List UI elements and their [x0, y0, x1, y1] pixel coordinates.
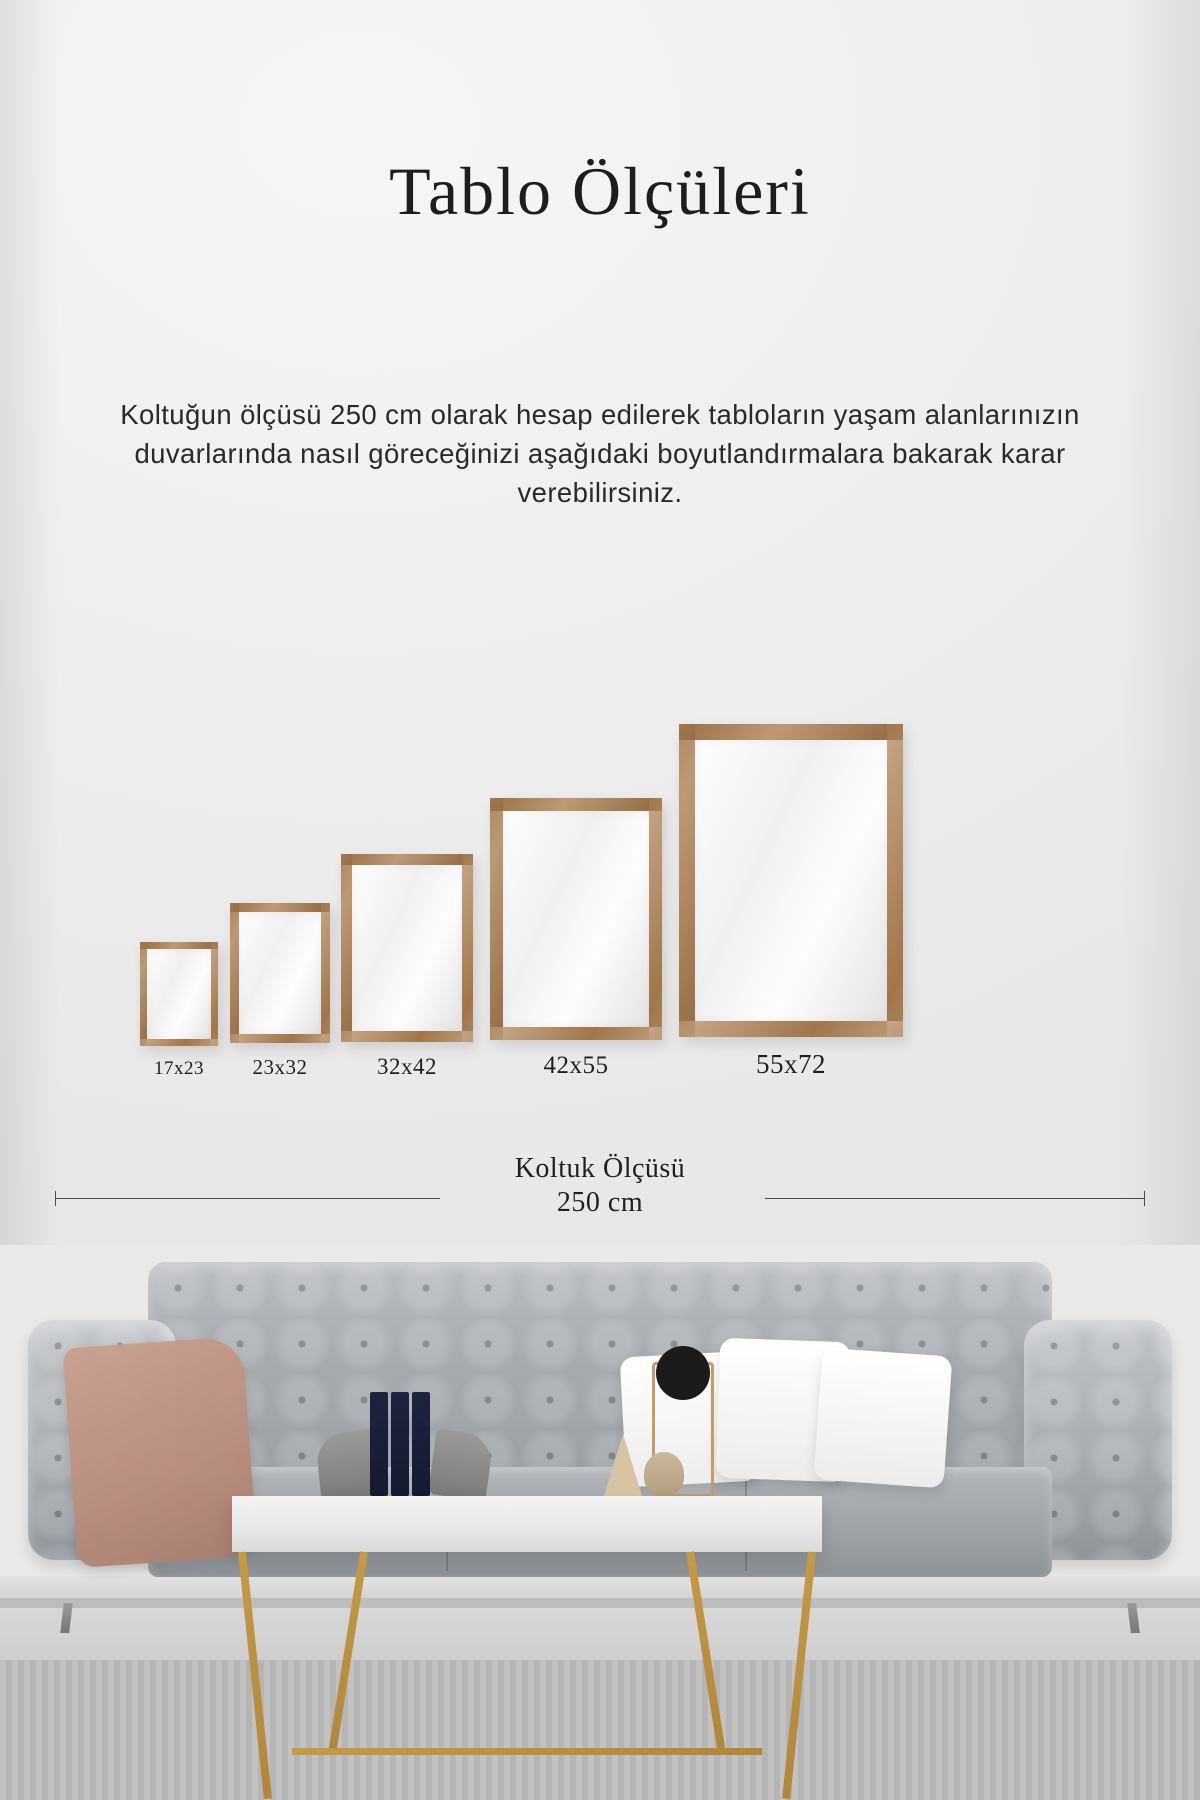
book: [370, 1392, 388, 1496]
sofa-measurement: [55, 1153, 1145, 1219]
book-stack: [370, 1392, 432, 1496]
book: [412, 1392, 430, 1496]
picture-frame: [679, 724, 903, 1037]
coffee-table-legs: [232, 1552, 822, 1800]
picture-frame: [140, 942, 218, 1046]
frame-artwork-area: [239, 912, 321, 1034]
frame-item-32x42: [341, 854, 473, 1080]
picture-frame: [490, 798, 662, 1040]
marble-coffee-table-top: [232, 1496, 822, 1552]
frame-label: 23x32: [252, 1055, 308, 1079]
frame-artwork-area: [695, 740, 887, 1021]
frame-artwork-area: [147, 949, 211, 1039]
frame-item-23x32: [230, 903, 330, 1080]
frame-label: 42x55: [543, 1052, 609, 1079]
table-leg: [686, 1551, 725, 1750]
table-leg-crossbar: [292, 1748, 762, 1755]
measurement-text: [55, 1152, 1145, 1220]
frame-size-comparison: [0, 660, 1200, 1080]
picture-frame: [341, 854, 473, 1042]
picture-frame: [230, 903, 330, 1043]
wood-knob-decor: [644, 1452, 684, 1496]
cone-decor: [604, 1434, 642, 1496]
page-title: Tablo Ölçüleri: [389, 153, 811, 229]
book: [391, 1392, 409, 1496]
measurement-value: 250 cm: [556, 1187, 644, 1219]
pillow: [814, 1348, 953, 1489]
frame-label: 32x42: [377, 1054, 437, 1079]
frame-item-42x55: [490, 798, 662, 1080]
table-leg: [329, 1551, 368, 1750]
frame-label: 17x23: [154, 1058, 204, 1079]
measurement-label: Koltuk Ölçüsü: [514, 1153, 686, 1184]
table-leg: [782, 1552, 816, 1799]
frame-artwork-area: [352, 865, 462, 1031]
table-leg: [238, 1552, 272, 1799]
frame-label: 55x72: [756, 1049, 826, 1079]
throw-blanket: [63, 1336, 258, 1568]
lantern-sphere: [656, 1346, 710, 1400]
frame-item-17x23: [140, 942, 218, 1080]
frame-item-55x72: [679, 724, 903, 1080]
frame-artwork-area: [503, 811, 649, 1027]
page-description: Koltuğun ölçüsü 250 cm olarak hesap edilerek tabloların yaşam alanlarınızın duvarlarında nasıl göreceğinizi aşağıdaki boyutlandırmalara bakarak karar verebilirsiniz.: [120, 399, 1080, 509]
